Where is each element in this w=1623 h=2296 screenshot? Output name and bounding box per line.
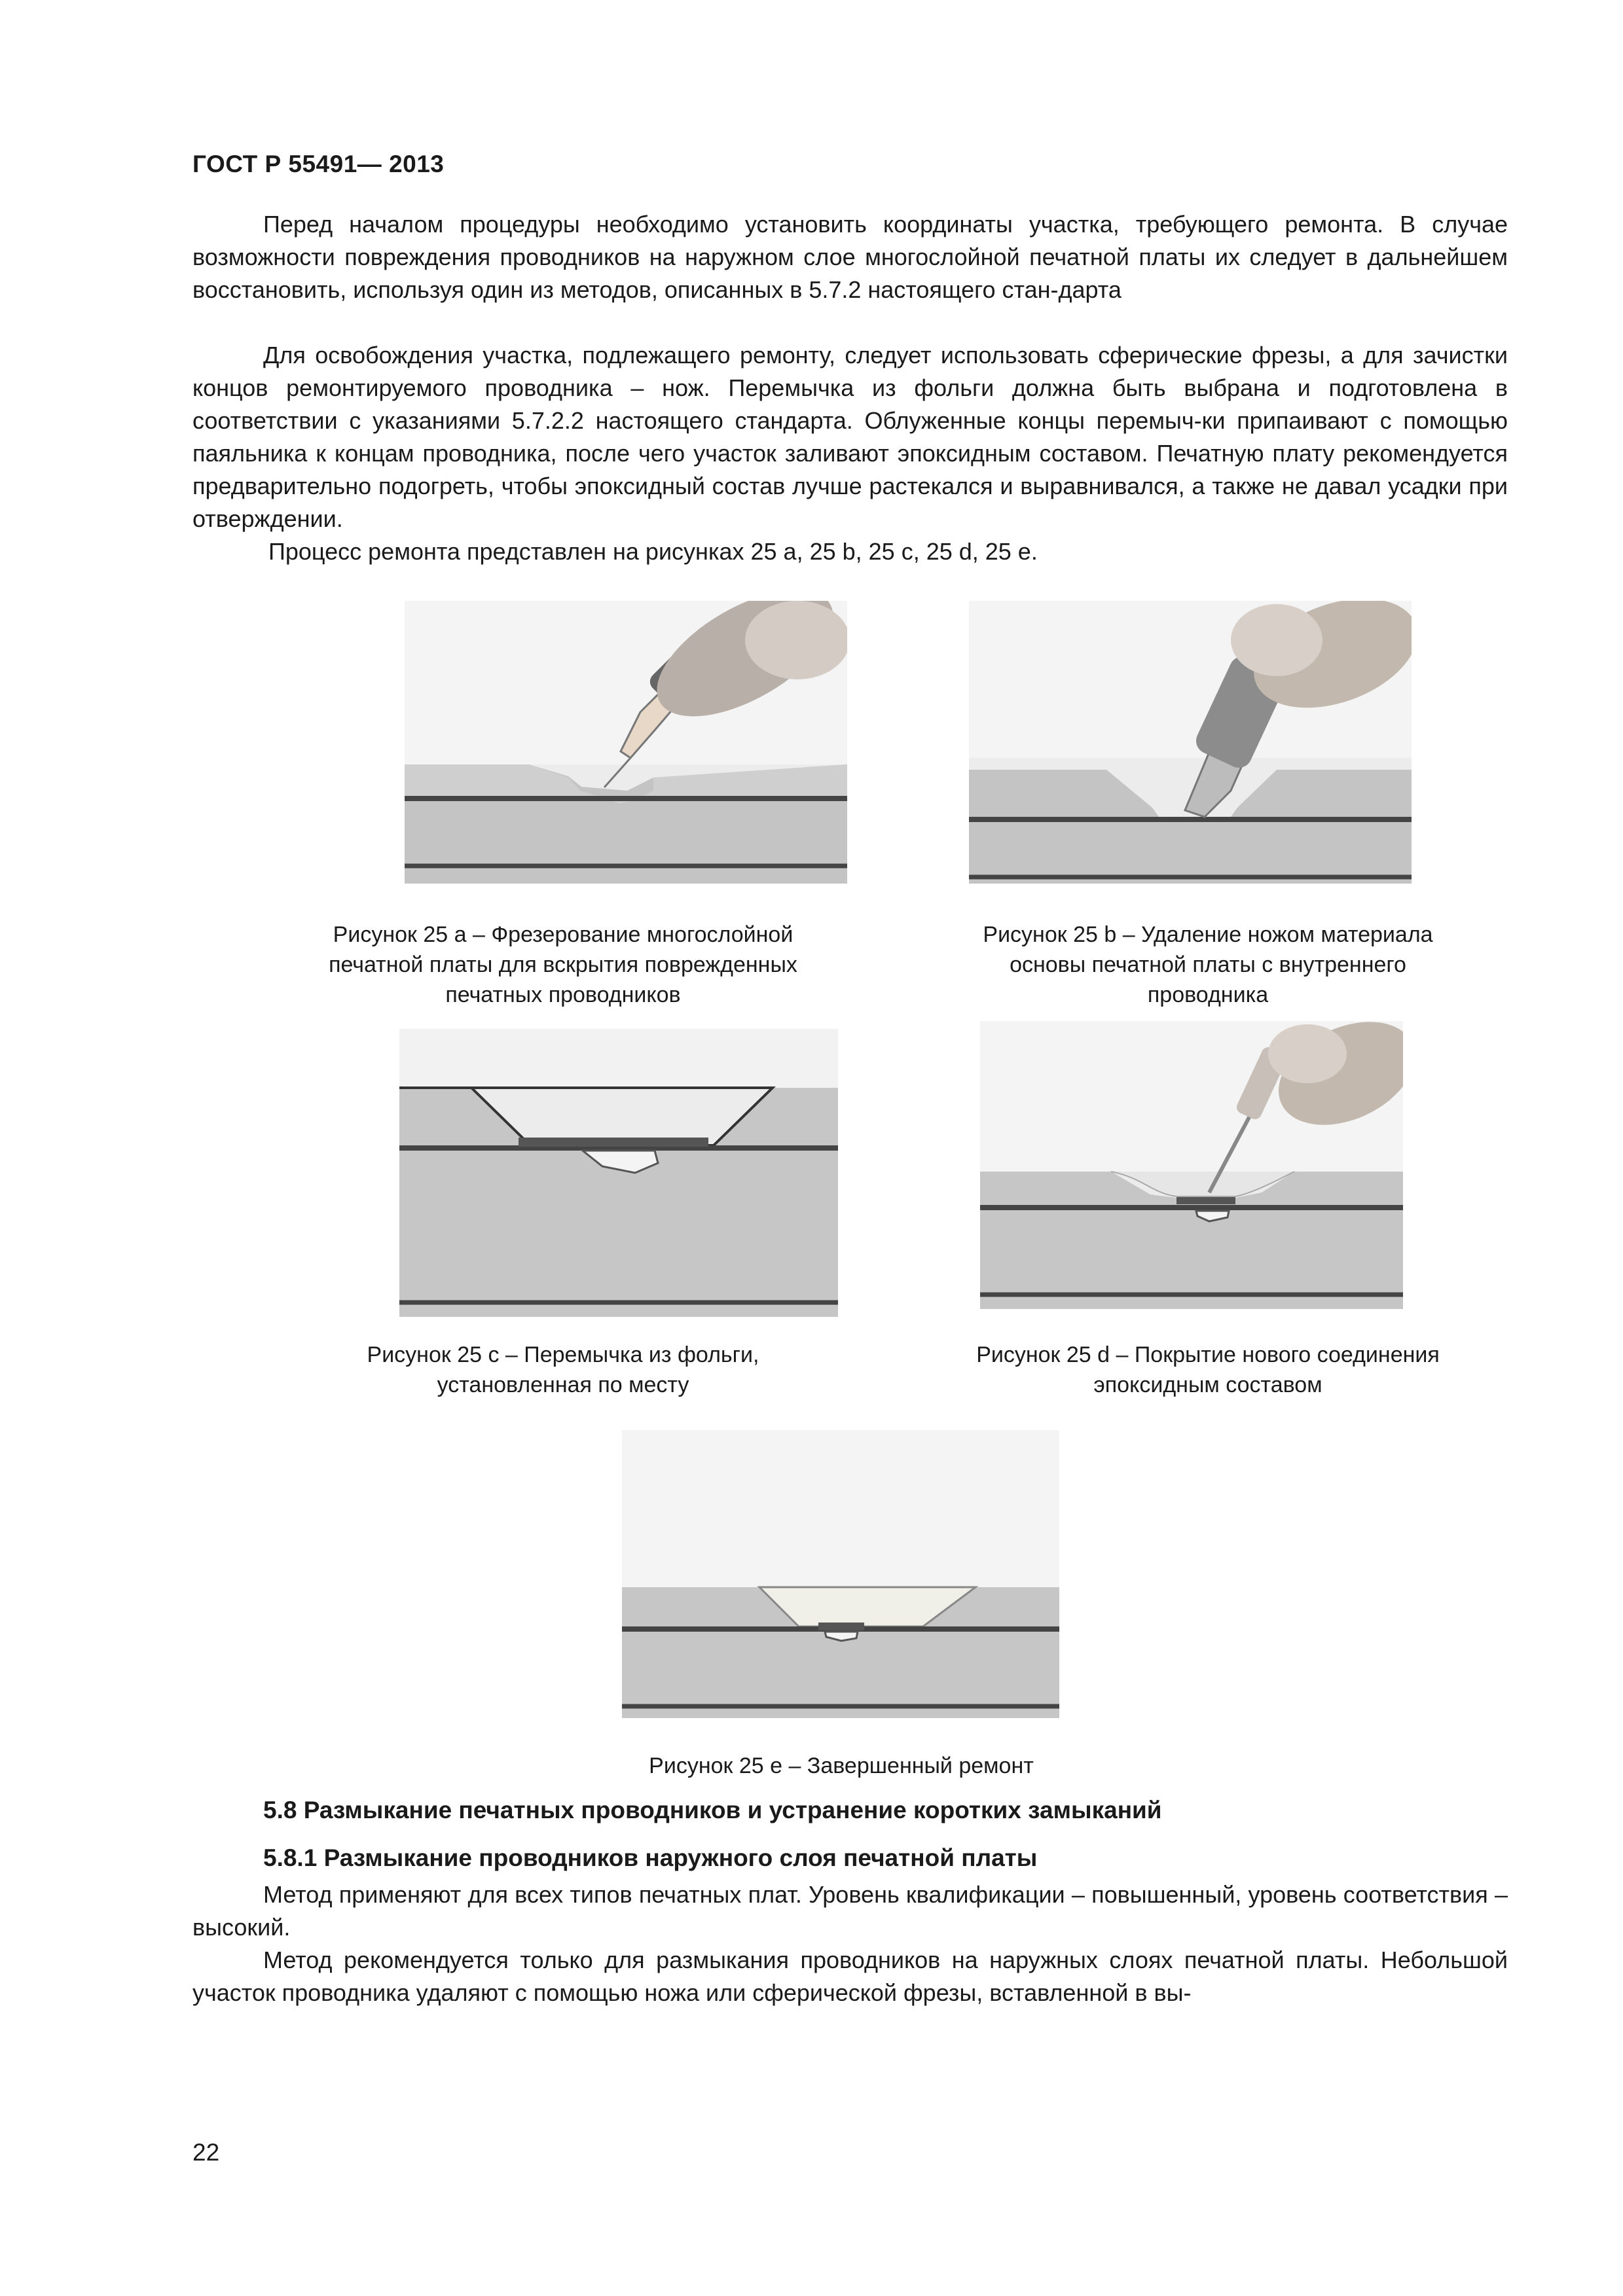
section-heading-5-8-1: 5.8.1 Размыкание проводников наружного слоя печатной платы	[263, 1844, 1038, 1871]
paragraph-method-applicability: Метод применяют для всех типов печатных плат. Уровень квалификации – повышенный, уровень соответствия – высокий.	[192, 1881, 1508, 1941]
figure-25e-caption	[556, 1751, 1126, 1781]
page-number: 22	[192, 2139, 220, 2166]
figure-25a-caption	[295, 920, 831, 1010]
paragraph-procedure: Для освобождения участка, подлежащего ремонту, следует использовать сферические фрезы, а для зачистки концов ремонтируемого проводника – нож. Перемычка из фольги должна быть выбрана и подготовлена в соответствии с указаниями 5.7.2.2 настоящего стандарта. Облуженные концы перемыч-ки припаивают с помощью паяльника к концам проводника, после чего участок заливают эпоксидным составом. Печатную плату рекомендуется предварительно подогреть, чтобы эпоксидный состав лучше растекался и выравнивался, а также не давал усадки при отверждении.	[192, 342, 1508, 532]
caption-line: Рисунок 25 e – Завершенный ремонт	[649, 1753, 1034, 1778]
figure-25a-milling	[405, 601, 847, 884]
caption-line: эпоксидным составом	[1093, 1372, 1322, 1397]
caption-line: печатной платы для вскрытия поврежденных	[329, 952, 797, 977]
caption-line: Рисунок 25 c – Перемычка из фольги,	[367, 1342, 759, 1367]
caption-line: установленная по месту	[437, 1372, 689, 1397]
figure-25c-caption	[295, 1340, 831, 1400]
figure-25c-foil-jumper	[399, 1029, 838, 1317]
caption-line: Рисунок 25 а – Фрезерование многослойной	[333, 922, 793, 947]
section-heading-5-8: 5.8 Размыкание печатных проводников и устранение коротких замыканий	[263, 1797, 1162, 1823]
figure-25b-knife	[969, 601, 1412, 884]
paragraph-figure-reference: Процесс ремонта представлен на рисунках 25 а, 25 b, 25 c, 25 d, 25 e.	[268, 538, 1038, 565]
figure-25b-caption	[939, 920, 1476, 1010]
caption-line: проводника	[1147, 982, 1269, 1007]
paragraph-method-description: Метод рекомендуется только для размыкания проводников на наружных слоях печатной платы. Небольшой участок проводника удаляют с помощью ножа или сферической фрезы, вставленной в вы-	[192, 1946, 1508, 2006]
caption-line: Рисунок 25 d – Покрытие нового соединения	[976, 1342, 1440, 1367]
paragraph-coordinates: Перед началом процедуры необходимо установить координаты участка, требующего ремонта. В случае возможности повреждения проводников на наружном слое многослойной печатной платы их следует в дальнейшем восстановить, используя один из методов, описанных в 5.7.2 настоящего стан-дарта	[192, 211, 1508, 303]
caption-line: Рисунок 25 b – Удаление ножом материала	[983, 922, 1433, 947]
caption-line: печатных проводников	[445, 982, 681, 1007]
figure-25d-epoxy	[980, 1021, 1403, 1309]
figure-25d-caption	[939, 1340, 1476, 1400]
document-header: ГОСТ Р 55491— 2013	[192, 151, 445, 177]
figure-25e-completed	[622, 1430, 1059, 1718]
caption-line: основы печатной платы с внутреннего	[1010, 952, 1406, 977]
